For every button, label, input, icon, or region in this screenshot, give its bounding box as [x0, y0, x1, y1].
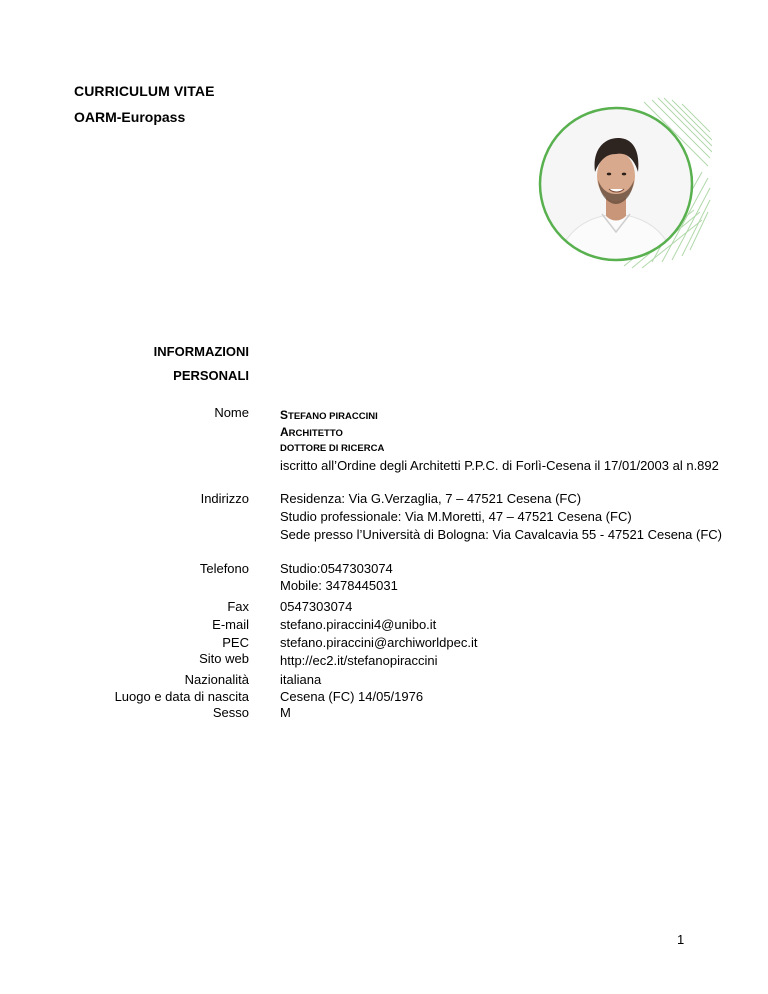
email-label: E-mail [212, 617, 249, 632]
email-value: stefano.piraccini4@unibo.it [280, 617, 437, 632]
professional-title [280, 423, 343, 441]
pec-value: stefano.piraccini@archiworldpec.it [280, 635, 478, 650]
sex-label: Sesso [212, 705, 249, 720]
name-rest: TEFANO PIRACCINI [288, 411, 378, 422]
address-label: Indirizzo [200, 491, 249, 506]
full-name [280, 406, 378, 424]
website-label: Sito web [199, 651, 249, 666]
pec-label: PEC [222, 635, 249, 650]
page-number: 1 [677, 932, 685, 947]
address-university: Sede presso l’Università di Bologna: Via Cavalcavia 55 - 47521 Cesena (FC) [280, 527, 722, 542]
phone-studio: Studio:0547303074 [280, 561, 393, 576]
birth-label: Luogo e data di nascita [114, 689, 249, 704]
registration-text: iscritto all’Ordine degli Architetti P.P.C. di Forlì-Cesena il 17/01/2003 al n.892 [280, 458, 719, 473]
phd-title: DOTTORE DI RICERCA [280, 443, 385, 454]
profile-photo-graphic [532, 92, 712, 272]
title-rest: RCHITETTO [288, 428, 343, 439]
phone-mobile: Mobile: 3478445031 [280, 578, 398, 593]
title-initial: A [280, 425, 289, 439]
nationality-label: Nazionalità [184, 672, 249, 687]
sex-value: M [280, 705, 291, 720]
document-title: CURRICULUM VITAE [74, 83, 215, 99]
fax-value: 0547303074 [280, 599, 353, 614]
website-link[interactable]: http://ec2.it/stefanopiraccini [280, 653, 438, 668]
address-residence: Residenza: Via G.Verzaglia, 7 – 47521 Cesena (FC) [280, 491, 582, 506]
name-label: Nome [214, 405, 249, 420]
fax-label: Fax [227, 599, 249, 614]
section-heading-continued: PERSONALI [173, 368, 249, 383]
phone-label: Telefono [199, 561, 249, 576]
profile-photo [532, 92, 712, 272]
nationality-value: italiana [280, 672, 322, 687]
document-subtitle: OARM-Europass [74, 109, 186, 125]
birth-value: Cesena (FC) 14/05/1976 [280, 689, 424, 704]
name-initial: S [280, 408, 289, 422]
address-studio: Studio professionale: Via M.Moretti, 47 – 47521 Cesena (FC) [280, 509, 632, 524]
section-heading: INFORMAZIONI [153, 344, 249, 359]
